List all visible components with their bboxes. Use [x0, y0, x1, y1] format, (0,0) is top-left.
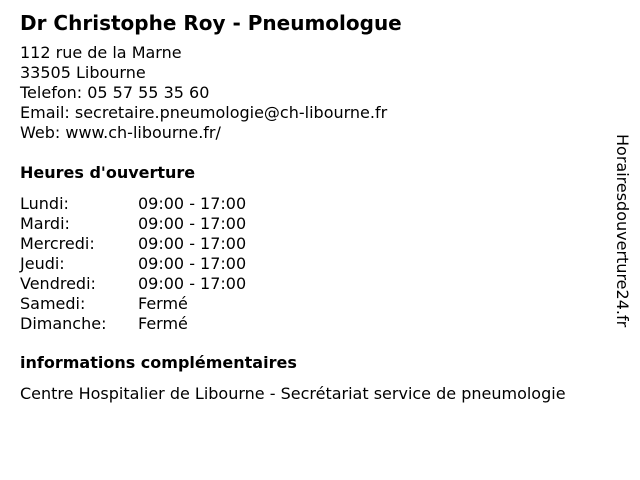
day-label: Mercredi:	[20, 234, 95, 253]
day-label: Jeudi:	[20, 254, 65, 273]
page-title: Dr Christophe Roy - Pneumologue	[20, 11, 402, 35]
city-address: 33505 Libourne	[20, 63, 146, 82]
day-hours: Fermé	[138, 294, 188, 313]
day-label: Samedi:	[20, 294, 86, 313]
day-label: Dimanche:	[20, 314, 107, 333]
phone-number: Telefon: 05 57 55 35 60	[20, 83, 210, 102]
opening-hours-table	[20, 194, 420, 334]
hours-row-wednesday	[20, 234, 420, 254]
day-hours: 09:00 - 17:00	[138, 234, 247, 253]
email-address: Email: secretaire.pneumologie@ch-libourne.fr	[20, 103, 388, 122]
day-hours: 09:00 - 17:00	[138, 214, 247, 233]
day-label: Vendredi:	[20, 274, 96, 293]
hours-row-friday	[20, 274, 420, 294]
side-brand-watermark	[612, 134, 632, 374]
day-label: Lundi:	[20, 194, 69, 213]
hours-row-thursday	[20, 254, 420, 274]
street-address: 112 rue de la Marne	[20, 43, 182, 62]
address-block	[20, 43, 387, 143]
hours-row-monday	[20, 194, 420, 214]
side-brand-text: Horairesdouverture24.fr	[613, 134, 632, 328]
opening-hours-heading: Heures d'ouverture	[20, 163, 196, 182]
hours-row-sunday	[20, 314, 420, 334]
day-hours: Fermé	[138, 314, 188, 333]
day-hours: 09:00 - 17:00	[138, 194, 247, 213]
day-hours: 09:00 - 17:00	[138, 254, 247, 273]
additional-info-text: Centre Hospitalier de Libourne - Secrétariat service de pneumologie	[20, 384, 566, 403]
day-label: Mardi:	[20, 214, 70, 233]
hours-row-tuesday	[20, 214, 420, 234]
website-address: Web: www.ch-libourne.fr/	[20, 123, 221, 142]
additional-info-heading: informations complémentaires	[20, 353, 297, 372]
day-hours: 09:00 - 17:00	[138, 274, 247, 293]
hours-row-saturday	[20, 294, 420, 314]
